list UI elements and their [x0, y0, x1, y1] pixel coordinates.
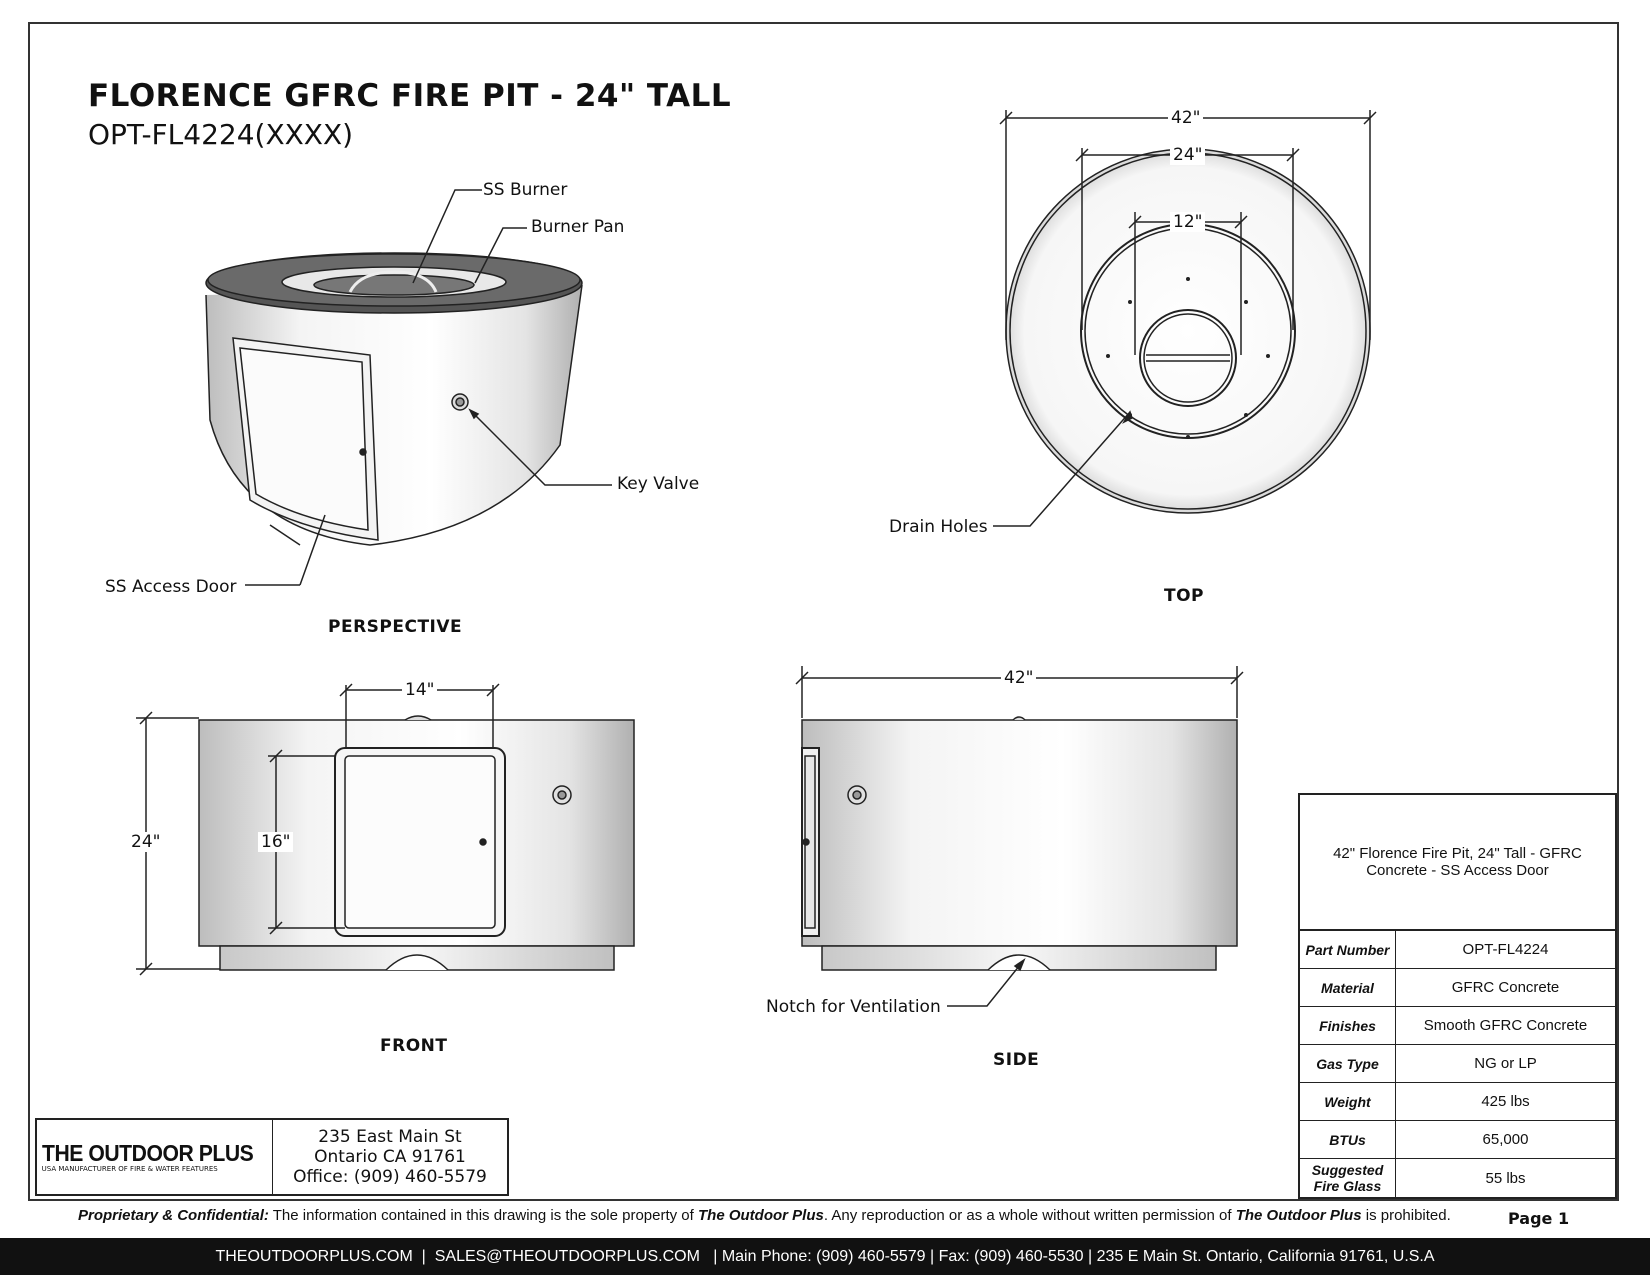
drawing-title: FLORENCE GFRC FIRE PIT - 24" TALL	[88, 78, 732, 114]
company-logo	[37, 1120, 273, 1194]
spec-value: 425 lbs	[1481, 1093, 1530, 1110]
label-side: SIDE	[993, 1050, 1040, 1070]
spec-row	[1300, 931, 1615, 969]
model-number: OPT-FL4224(XXXX)	[88, 118, 354, 151]
company-info-box	[35, 1118, 509, 1196]
dim-front-door-height: 16"	[258, 832, 293, 852]
label-front: FRONT	[380, 1036, 448, 1056]
side-view	[796, 666, 1243, 1006]
confidentiality-notice	[78, 1207, 1451, 1224]
spec-value: NG or LP	[1474, 1055, 1537, 1072]
disclaimer-text-2: . Any reproduction or as a whole without written permission of	[823, 1207, 1236, 1224]
spec-table	[1298, 793, 1617, 1199]
dim-top-burner: 12"	[1170, 212, 1205, 232]
disclaimer-text-3: is prohibited.	[1361, 1207, 1451, 1224]
dim-side-width: 42"	[1001, 668, 1036, 688]
callout-notch-ventilation: Notch for Ventilation	[766, 997, 941, 1017]
spec-value: 55 lbs	[1485, 1169, 1526, 1187]
company-address	[273, 1120, 507, 1194]
disclaimer-text-1: The information contained in this drawing is the sole property of	[268, 1207, 698, 1224]
spec-key: Part Number	[1300, 931, 1396, 968]
spec-description: 42" Florence Fire Pit, 24" Tall - GFRC Concrete - SS Access Door	[1300, 795, 1615, 931]
callout-ss-access-door: SS Access Door	[105, 577, 237, 597]
address-line-2: Ontario CA 91761	[314, 1147, 466, 1167]
spec-value: 65,000	[1482, 1131, 1529, 1148]
spec-value: GFRC Concrete	[1451, 979, 1560, 996]
dim-top-outer: 42"	[1168, 108, 1203, 128]
front-view	[136, 684, 634, 975]
spec-value: OPT-FL4224	[1462, 941, 1549, 958]
spec-value: Smooth GFRC Concrete	[1423, 1017, 1588, 1034]
spec-row	[1300, 969, 1615, 1007]
spec-key: Gas Type	[1300, 1045, 1396, 1082]
footer-bar	[0, 1238, 1650, 1275]
spec-row	[1300, 1121, 1615, 1159]
callout-key-valve: Key Valve	[617, 474, 700, 494]
footer-contact: THEOUTDOORPLUS.COM | SALES@THEOUTDOORPLUS.COM | Main Phone: (909) 460-5579 | Fax: (909) 460-5530 | 235 E Main St. Ontario, California 91761, U.S.A	[215, 1247, 1435, 1265]
label-perspective: PERSPECTIVE	[328, 617, 463, 637]
spec-row	[1300, 1045, 1615, 1083]
callout-burner-pan: Burner Pan	[531, 217, 625, 237]
dim-top-pan: 24"	[1170, 145, 1205, 165]
dim-front-door-width: 14"	[402, 680, 437, 700]
top-view	[993, 110, 1376, 526]
callout-drain-holes: Drain Holes	[889, 517, 988, 537]
page-number: Page 1	[1508, 1209, 1570, 1228]
spec-key: Suggested Fire Glass	[1300, 1159, 1396, 1197]
spec-key: Finishes	[1300, 1007, 1396, 1044]
address-line-1: 235 East Main St	[318, 1127, 462, 1147]
disclaimer-company-1: The Outdoor Plus	[698, 1207, 824, 1224]
disclaimer-company-2: The Outdoor Plus	[1235, 1207, 1362, 1224]
label-top: TOP	[1164, 586, 1205, 606]
logo-tagline: USA MANUFACTURER OF FIRE & WATER FEATURES	[41, 1164, 218, 1173]
disclaimer-lead: Proprietary & Confidential:	[78, 1207, 269, 1224]
logo-name: THE OUTDOOR PLUS	[41, 1139, 253, 1166]
spec-key: Material	[1300, 969, 1396, 1006]
spec-key: BTUs	[1300, 1121, 1396, 1158]
dim-front-height: 24"	[128, 832, 163, 852]
spec-row	[1300, 1159, 1615, 1197]
callout-ss-burner: SS Burner	[483, 180, 568, 200]
spec-row	[1300, 1007, 1615, 1045]
perspective-view	[206, 190, 612, 585]
office-phone: Office: (909) 460-5579	[293, 1167, 487, 1187]
spec-key: Weight	[1300, 1083, 1396, 1120]
spec-row	[1300, 1083, 1615, 1121]
